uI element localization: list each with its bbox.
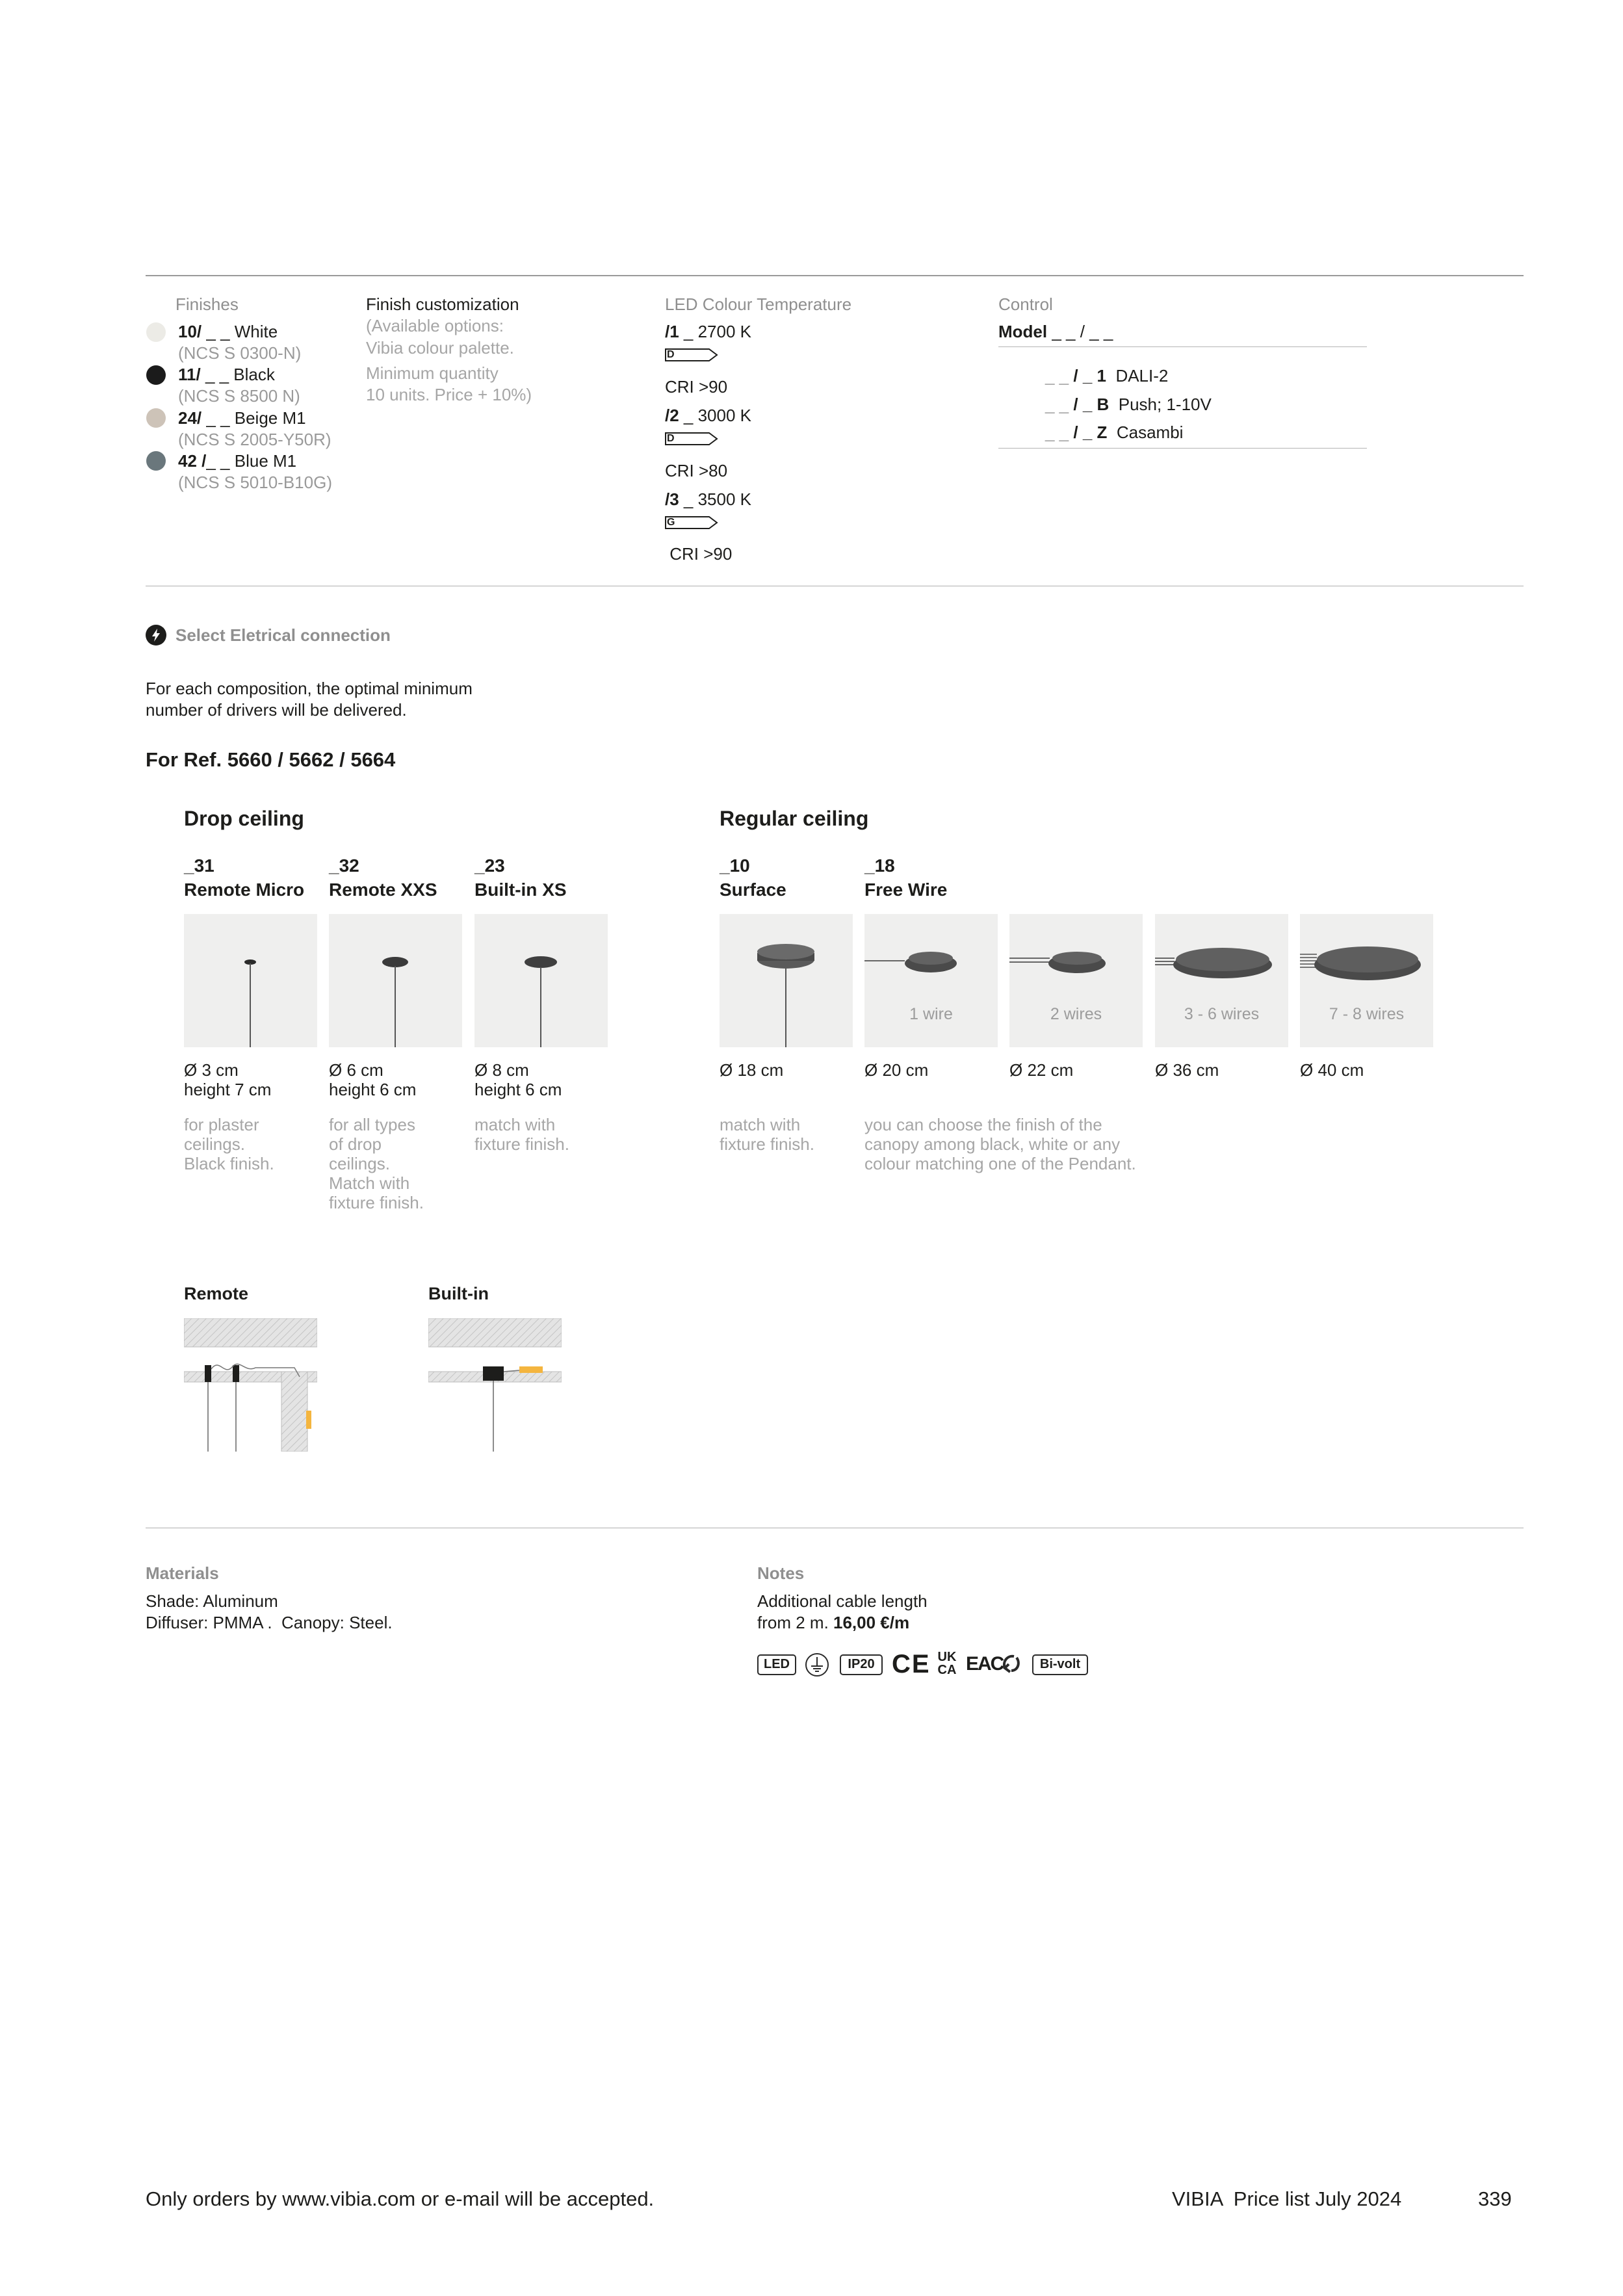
led-option-2700[interactable]: /1 _ 2700 K [665, 322, 751, 341]
ukca-bottom: CA [937, 1663, 957, 1677]
control-option-push[interactable]: _ _ / _ B Push; 1-10V [1045, 395, 1212, 414]
control-rule-top [998, 346, 1367, 347]
builtin-diagram-label: Built-in [428, 1284, 489, 1303]
finish-black-ncs: (NCS S 8500 N) [178, 386, 300, 406]
option-10-note: match with [720, 1115, 801, 1134]
option-23-name: Built-in XS [474, 880, 567, 900]
option-32-note: fixture finish. [329, 1193, 424, 1212]
control-option-dali[interactable]: _ _ / _ 1 DALI-2 [1045, 366, 1169, 385]
customization-line3: Minimum quantity [366, 363, 499, 383]
recycle-icon [1001, 1651, 1022, 1676]
free-wire-2-diameter: Ø 22 cm [1009, 1060, 1074, 1080]
footer-brand: VIBIA Price list July 2024 [1172, 2187, 1402, 2210]
led-badge: LED [757, 1654, 796, 1675]
option-31-height: height 7 cm [184, 1080, 272, 1099]
option-23-diameter: Ø 8 cm [474, 1060, 529, 1080]
free-wire-3-6-diameter: Ø 36 cm [1155, 1060, 1219, 1080]
led-option-3000[interactable]: /2 _ 3000 K [665, 406, 751, 425]
control-model: Model _ _ / _ _ [998, 322, 1113, 341]
remote-xxs-photo[interactable] [329, 914, 462, 1047]
builtin-xs-photo[interactable] [474, 914, 608, 1047]
drop-ceiling-heading: Drop ceiling [184, 807, 304, 830]
control-option-casambi[interactable]: _ _ / _ Z Casambi [1045, 423, 1184, 442]
option-32-note: of drop [329, 1134, 382, 1154]
eac-mark: EAC [966, 1653, 1004, 1675]
option-31-name: Remote Micro [184, 880, 305, 900]
free-wire-1-diameter: Ø 20 cm [864, 1060, 929, 1080]
energy-class-label [665, 516, 718, 529]
led-cri: CRI >80 [665, 461, 728, 480]
finish-swatch-white[interactable] [146, 322, 166, 342]
option-10-diameter: Ø 18 cm [720, 1060, 784, 1080]
energy-class-letter: D [667, 433, 675, 444]
ground-icon [805, 1652, 829, 1677]
remote-installation-diagram [184, 1318, 317, 1452]
materials-heading: Materials [146, 1563, 219, 1583]
option-32-note: ceilings. [329, 1154, 390, 1173]
finish-swatch-black[interactable] [146, 365, 166, 385]
wire-count-label: 3 - 6 wires [1184, 1005, 1260, 1023]
electrical-connection-label: Select Eletrical connection [175, 625, 391, 645]
customization-line1: (Available options: [366, 316, 504, 335]
finish-swatch-beige[interactable] [146, 408, 166, 428]
option-32-diameter: Ø 6 cm [329, 1060, 383, 1080]
page-number: 339 [1478, 2187, 1512, 2210]
energy-class-label [665, 348, 718, 361]
option-32-note: for all types [329, 1115, 415, 1134]
finish-blue[interactable]: 42 /_ _ Blue M1 [178, 451, 297, 471]
option-23-note: match with [474, 1115, 556, 1134]
wire-count-label: 1 wire [909, 1005, 953, 1023]
option-23-height: height 6 cm [474, 1080, 562, 1099]
led-cri: CRI >90 [665, 544, 733, 564]
control-heading: Control [998, 294, 1053, 314]
surface-photo[interactable] [720, 914, 853, 1047]
option-18-code: _18 [864, 855, 895, 876]
finish-white[interactable]: 10/ _ _ White [178, 322, 278, 341]
customization-line4: 10 units. Price + 10%) [366, 385, 532, 404]
notes-heading: Notes [757, 1563, 805, 1583]
remote-micro-photo[interactable] [184, 914, 317, 1047]
option-18-name: Free Wire [864, 880, 948, 900]
energy-class-letter: D [667, 349, 675, 360]
reference-heading: For Ref. 5660 / 5662 / 5664 [146, 748, 396, 771]
free-wire-2-photo[interactable] [1009, 914, 1143, 1047]
ip20-badge: IP20 [840, 1654, 883, 1675]
energy-class-letter: G [667, 517, 675, 528]
electrical-desc-line1: For each composition, the optimal minimum [146, 679, 473, 698]
control-rule-bottom [998, 448, 1367, 449]
free-wire-note: canopy among black, white or any [864, 1134, 1121, 1154]
footer-orders-note: Only orders by www.vibia.com or e-mail will be accepted. [146, 2187, 655, 2210]
led-option-3500[interactable]: /3 _ 3500 K [665, 489, 751, 509]
finish-beige-ncs: (NCS S 2005-Y50R) [178, 430, 331, 449]
remote-diagram-label: Remote [184, 1284, 249, 1303]
option-32-name: Remote XXS [329, 880, 437, 900]
lightning-icon [146, 625, 166, 646]
option-31-note: for plaster [184, 1115, 259, 1134]
notes-cable: Additional cable length [757, 1591, 928, 1611]
finish-white-ncs: (NCS S 0300-N) [178, 343, 302, 363]
option-10-name: Surface [720, 880, 786, 900]
option-23-note: fixture finish. [474, 1134, 569, 1154]
option-23-code: _23 [474, 855, 505, 876]
wire-count-label: 2 wires [1050, 1005, 1102, 1023]
builtin-installation-diagram [428, 1318, 562, 1452]
top-rule [146, 275, 1524, 276]
regular-ceiling-heading: Regular ceiling [720, 807, 869, 830]
finish-beige[interactable]: 24/ _ _ Beige M1 [178, 408, 306, 428]
option-31-note: Black finish. [184, 1154, 274, 1173]
free-wire-7-8-photo[interactable] [1300, 914, 1433, 1047]
materials-shade: Shade: Aluminum [146, 1591, 278, 1611]
wire-count-label: 7 - 8 wires [1329, 1005, 1405, 1023]
finish-blue-ncs: (NCS S 5010-B10G) [178, 473, 332, 492]
led-heading: LED Colour Temperature [665, 294, 852, 314]
finish-black[interactable]: 11/ _ _ Black [178, 365, 275, 384]
bivolt-badge: Bi-volt [1032, 1654, 1088, 1675]
finishes-heading: Finishes [175, 294, 239, 314]
ukca-top: UK [937, 1650, 957, 1664]
customization-line2: Vibia colour palette. [366, 338, 514, 358]
electrical-desc-line2: number of drivers will be delivered. [146, 700, 407, 720]
notes-price: from 2 m. 16,00 €/m [757, 1613, 910, 1632]
option-32-code: _32 [329, 855, 359, 876]
finish-swatch-blue[interactable] [146, 451, 166, 471]
energy-class-label [665, 432, 718, 445]
option-31-code: _31 [184, 855, 214, 876]
option-32-note: Match with [329, 1173, 410, 1193]
materials-diffuser: Diffuser: PMMA . Canopy: Steel. [146, 1613, 393, 1632]
ukca-mark [936, 1650, 958, 1676]
option-31-diameter: Ø 3 cm [184, 1060, 239, 1080]
free-wire-3-6-photo[interactable] [1155, 914, 1288, 1047]
customization-heading: Finish customization [366, 294, 519, 314]
ce-mark: CE [892, 1650, 931, 1678]
free-wire-7-8-diameter: Ø 40 cm [1300, 1060, 1364, 1080]
option-10-code: _10 [720, 855, 750, 876]
option-31-note: ceilings. [184, 1134, 245, 1154]
free-wire-1-photo[interactable] [864, 914, 998, 1047]
led-cri: CRI >90 [665, 377, 728, 397]
option-32-height: height 6 cm [329, 1080, 417, 1099]
free-wire-note: colour matching one of the Pendant. [864, 1154, 1136, 1173]
option-10-note: fixture finish. [720, 1134, 814, 1154]
free-wire-note: you can choose the finish of the [864, 1115, 1102, 1134]
